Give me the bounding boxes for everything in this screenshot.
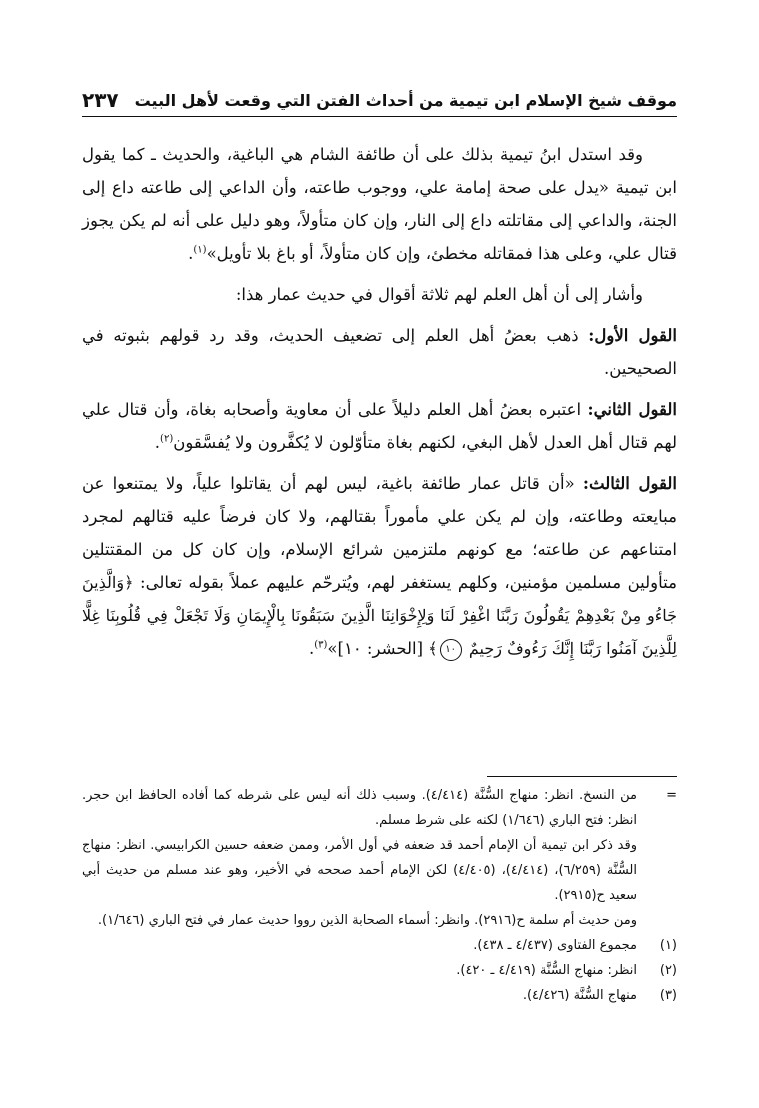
footnote-text: منهاج السُّنَّة (٤/٤٢٦). (522, 988, 637, 1003)
continuation-text-1: من النسخ. انظر: منهاج السُّنَّة (٤/٤١٤). وسبب ذلك أنه ليس على شرطه كما أفاده الحافظ ابن حجر. انظر: فتح الباري (١/٦٤٦) لكنه على شرط مسلم. (82, 788, 637, 828)
footnote-ref-3: (٣) (314, 639, 328, 651)
footnote-item (82, 983, 677, 1008)
paragraph-1 (82, 138, 677, 270)
first-opinion-text: ذهب بعضُ أهل العلم إلى تضعيف الحديث، وقد رد قولهم بثبوته في الصحيحين. (82, 326, 677, 378)
second-opinion-label: القول الثاني: (587, 400, 677, 419)
continuation-text-3: ومن حديث أم سلمة ح(٢٩١٦). وانظر: أسماء الصحابة الذين رووا حديث عمار في فتح الباري (١/٦٤٦). (97, 913, 637, 928)
footnote-text: مجموع الفتاوى (٤/٤٣٧ ـ ٤٣٨). (473, 938, 637, 953)
paragraph-4 (82, 393, 677, 459)
footnote-mark: (٢) (659, 963, 677, 978)
footnotes (82, 776, 677, 1008)
footnote-item (82, 933, 677, 958)
paragraph-4-end: . (154, 433, 161, 452)
footnote-text: انظر: منهاج السُّنَّة (٤/٤١٩ ـ ٤٢٠). (456, 963, 637, 978)
footnote-ref-1: (١) (193, 244, 207, 256)
surah-citation: [الحشر: ١٠]» (327, 639, 424, 658)
second-opinion-text: اعتبره بعضُ أهل العلم دليلاً على أن معاوية وأصحابه بغاة، وأن قتال علي لهم قتال أهل العدل لأهل البغي، لكنهم بغاة متأوّلون لا يُكفَّرون ولا يُفسَّقون (82, 400, 677, 452)
quran-close-bracket: ﴾ (428, 639, 438, 658)
paragraph-2: وأشار إلى أن أهل العلم لهم ثلاثة أقوال في حديث عمار هذا: (235, 285, 643, 304)
paragraph-1-end: . (188, 244, 194, 263)
third-opinion-label: القول الثالث: (582, 474, 678, 493)
footnote-mark: (١) (659, 938, 677, 953)
paragraph-5 (82, 467, 677, 665)
continuation-text-2: وقد ذكر ابن تيمية أن الإمام أحمد قد ضعفه في أول الأمر، وممن ضعفه حسين الكرابيسي. انظر: منهاج السُّنَّة (٦/٢٥٩)، (٤/٤١٤)، (٤/٤٠٥) لكن الإمام أحمد صححه في الأخير، وهو عند مسلم من حديث أبي سعيد ح(٢٩١٥). (82, 838, 637, 903)
page-number: ٢٣٧ (82, 88, 119, 112)
ayah-number-icon: ١٠ (440, 639, 462, 661)
paragraph-3 (82, 319, 677, 385)
quran-verse: ﴿وَالَّذِينَ جَاءُو مِنْ بَعْدِهِمْ يَقُولُونَ رَبَّنَا اغْفِرْ لَنَا وَلِإِخْوَانِنَا الَّذِينَ سَبَقُونَا بِالْإِيمَانِ وَلَا تَجْعَلْ فِي قُلُوبِنَا غِلًّا لِلَّذِينَ آمَنُوا رَبَّنَا إِنَّكَ رَءُوفٌ رَحِيمٌ (82, 573, 677, 658)
running-header (82, 82, 677, 117)
footnote-mark: (٣) (659, 988, 677, 1003)
paragraph-5-end: . (308, 639, 315, 658)
main-text (82, 138, 677, 673)
footnote-separator (487, 776, 677, 777)
continuation-mark: = (666, 788, 677, 803)
footnote-continuation (82, 783, 677, 933)
header-title: موقف شيخ الإسلام ابن تيمية من أحداث الفتن التي وقعت لأهل البيت (134, 91, 677, 110)
footnote-item (82, 958, 677, 983)
continuation-body (82, 783, 637, 933)
footnote-ref-2: (٢) (160, 433, 174, 445)
third-opinion-text: «أن قاتل عمار طائفة باغية، ليس لهم أن يقاتلوا علياً، ولا يمتنعوا عن مبايعته وطاعته، وإن لم يكن علي مأموراً بقتالهم، ولا كان فرضاً عليه قتالهم لمجرد امتناعهم عن طاعته؛ مع كونهم ملتزمين شرائع الإسلام، وإن كان كل من المقتتلين متأولين مسلمين مؤمنين، وكلهم يستغفر لهم، ويُترحّم عليهم عملاً بقوله تعالى: (82, 474, 677, 592)
first-opinion-label: القول الأول: (588, 326, 677, 345)
paragraph-1-text: وقد استدل ابنُ تيمية بذلك على أن طائفة الشام هي الباغية، والحديث ـ كما يقول ابن تيمية «يدل على صحة إمامة علي، ووجوب طاعته، وأن الداعي إلى طاعته داع إلى الجنة، والداعي إلى مقاتلته داع إلى النار، وإن كان متأولاً، وهو دليل على أنه لم يكن يجوز قتال علي، وعلى هذا فمقاتله مخطئ، وإن كان متأولاً، أو باغ بلا تأويل» (82, 145, 677, 263)
